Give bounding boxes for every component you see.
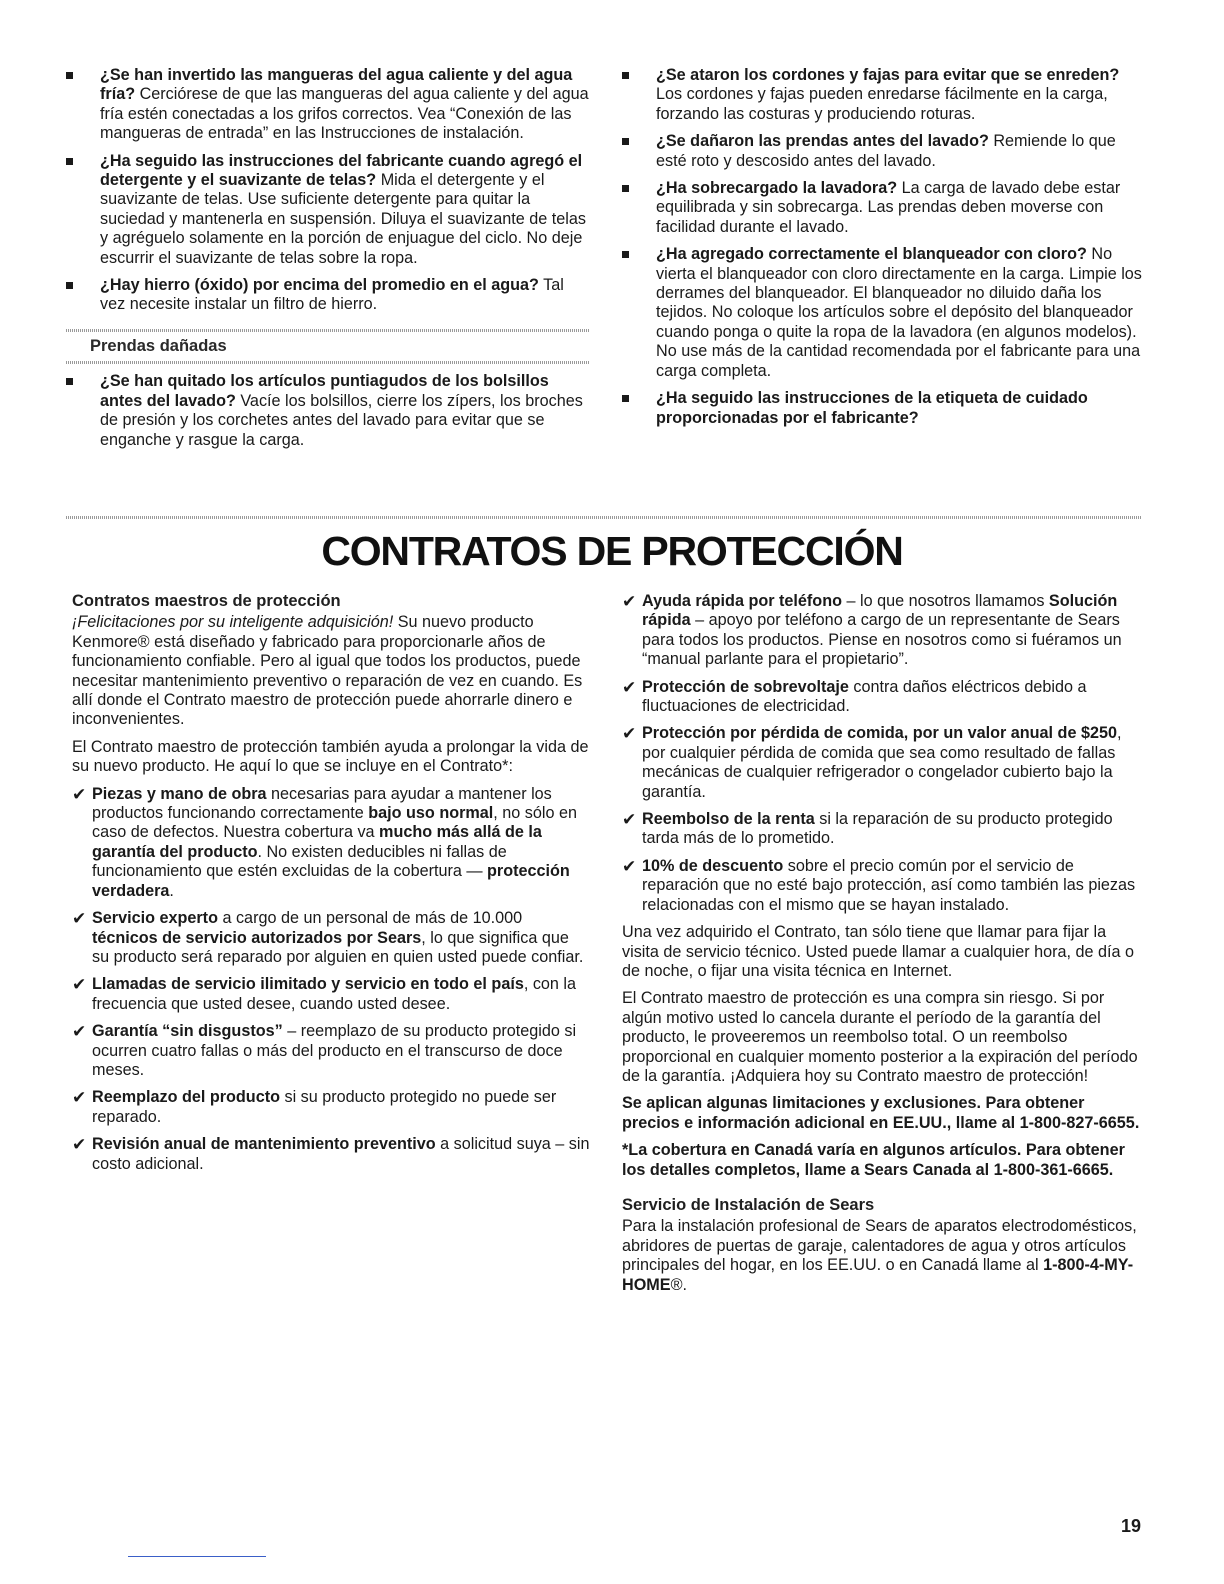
section-subheading: Prendas dañadas: [66, 329, 590, 364]
checkmark-icon: ✔: [622, 592, 637, 611]
list-item: ¿Se han invertido las mangueras del agua caliente y del agua fría? Cerciórese de que las mangueras del agua caliente y del agua fría estén conectadas a los grifos correctos. Vea “Conexión de las mangueras de entrada” en las Instrucciones de instalación.: [66, 66, 590, 144]
footer-rule: [128, 1556, 266, 1557]
list-item: ✔ 10% de descuento sobre el precio común por el servicio de reparación que no esté bajo protección, así como también las piezas relacionadas con el mismo que se hayan instalado.: [622, 856, 1136, 914]
section-divider: [66, 516, 1142, 519]
checkmark-icon: ✔: [72, 975, 87, 995]
protection-right-column: [622, 592, 1142, 1303]
checkmark-icon: ✔: [72, 1022, 87, 1042]
checkmark-icon: ✔: [622, 724, 637, 744]
bullet-square-icon: [66, 72, 73, 79]
list-item: ✔ Reemplazo del producto si su producto protegido no puede ser reparado.: [72, 1088, 557, 1126]
list-item: ¿Hay hierro (óxido) por encima del promedio en el agua? Tal vez necesite instalar un filtro de hierro.: [66, 276, 590, 315]
list-item: ¿Se dañaron las prendas antes del lavado? Remiende lo que esté roto y descosido antes del lavado.: [622, 132, 1142, 171]
paragraph: Una vez adquirido el Contrato, tan sólo tiene que llamar para fijar la visita de servicio técnico. Usted puede llamar a cualquier hora, de día o de noche, o fijar una visita técnica en Internet.: [622, 923, 1134, 980]
list-item: ¿Se han quitado los artículos puntiagudos de los bolsillos antes del lavado? Vacíe los bolsillos, cierre los zípers, los broches de presión y los corchetes antes del lavado para evitar que se enganche y rasgue la carga.: [66, 372, 590, 450]
installation-paragraph: Para la instalación profesional de Sears de aparatos electrodomésticos, abridores de puertas de garaje, calentadores de agua y otros artículos principales del hogar, en los EE.UU. o en Canadá llame al 1-800-4-MY-HOME®.: [622, 1217, 1137, 1294]
protection-left-column: [72, 592, 590, 1182]
checkmark-icon: ✔: [72, 1135, 87, 1155]
list-item: ✔ Piezas y mano de obra necesarias para ayudar a mantener los productos funcionando correctamente bajo uso normal, no sólo en caso de defectos. Nuestra cobertura va mucho más allá de la garantía del producto. No existen deducibles ni fallas de funcionamiento que estén excluidas de la cobertura — protección verdadera.: [72, 784, 577, 900]
list-item: ¿Ha sobrecargado la lavadora? La carga de lavado debe estar equilibrada y sin sobrecarga. Las prendas deben moverse con facilidad durante el lavado.: [622, 179, 1142, 237]
troubleshoot-left-column: [66, 66, 590, 458]
list-item: ¿Se ataron los cordones y fajas para evitar que se enreden? Los cordones y fajas pueden enredarse fácilmente en la carga, forzando las costuras y produciendo roturas.: [622, 66, 1142, 124]
section-heading: Contratos maestros de protección: [72, 592, 341, 610]
list-item: ✔ Servicio experto a cargo de un personal de más de 10.000 técnicos de servicio autorizados por Sears, lo que significa que su producto será reparado por alguien en quien usted puede confiar.: [72, 909, 584, 966]
page-number: 19: [1120, 1516, 1141, 1536]
canada-contact-note: *La cobertura en Canadá varía en algunos artículos. Para obtener los detalles completos, llame a Sears Canada al 1-800-361-6665.: [622, 1141, 1125, 1179]
checkmark-icon: ✔: [72, 784, 87, 804]
list-item: ✔ Llamadas de servicio ilimitado y servicio en todo el país, con la frecuencia que usted desee, cuando usted desee.: [72, 975, 577, 1013]
bullet-square-icon: [622, 395, 629, 402]
intro-paragraph: ¡Felicitaciones por su inteligente adquisición! Su nuevo producto Kenmore® está diseñado y fabricado para proporcionarle años de funcionamiento confiable. Pero al igual que todos los productos, puede necesitar mantenimiento preventivo o reparación de vez en cuando. Es allí donde el Contrato maestro de protección puede ahorrarle dinero e inconvenientes.: [72, 613, 583, 729]
bullet-square-icon: [66, 378, 73, 385]
checkmark-icon: ✔: [72, 1088, 87, 1108]
list-item: ✔ Protección por pérdida de comida, por un valor anual de $250, por cualquier pérdida de comida que sea como resultado de fallas mecánicas de cualquier refrigerador o congelador cubierto bajo la garantía.: [622, 724, 1122, 801]
list-item: ¿Ha agregado correctamente el blanqueador con cloro? No vierta el blanqueador con cloro directamente en la carga. Limpie los derrames del blanqueador. El blanqueador no diluido daña los tejidos. No coloque los artículos sobre el depósito del blanqueador cuando ponga o quite la ropa de la lavadora (en algunos modelos). No use más de la cantidad recomendada por el fabricante para una carga completa.: [622, 245, 1142, 381]
list-item: ✔ Reembolso de la renta si la reparación de su producto protegido tarda más de lo prometido.: [622, 810, 1113, 848]
checkmark-icon: ✔: [72, 909, 87, 929]
checkmark-icon: ✔: [622, 856, 637, 876]
troubleshoot-right-column: [622, 66, 1142, 436]
list-item: ✔ Revisión anual de mantenimiento preventivo a solicitud suya – sin costo adicional.: [72, 1135, 590, 1173]
paragraph: El Contrato maestro de protección también ayuda a prolongar la vida de su nuevo producto. He aquí lo que se incluye en el Contrato*:: [72, 737, 589, 776]
paragraph: El Contrato maestro de protección es una compra sin riesgo. Si por algún motivo usted lo cancela durante el período de la garantía del producto, le proveeremos un reembolso total. O un reembolso proporcional en cualquier momento posterior a la expiración del período de la garantía. ¡Adquiera hoy su Contrato maestro de protección!: [622, 989, 1138, 1085]
section-heading: Servicio de Instalación de Sears: [622, 1195, 875, 1214]
bullet-square-icon: [622, 138, 629, 145]
bullet-square-icon: [66, 158, 73, 165]
us-contact-note: Se aplican algunas limitaciones y exclusiones. Para obtener precios e información adicional en EE.UU., llame al 1-800-827-6655.: [622, 1094, 1140, 1132]
list-item: ✔ Ayuda rápida por teléfono – lo que nosotros llamamos Solución rápida – apoyo por teléfono a cargo de un representante de Sears para todos los productos. Piense en nosotros como si fuéramos un “manual parlante para el propietario”.: [622, 592, 1122, 669]
list-item: ¿Ha seguido las instrucciones del fabricante cuando agregó el detergente y el suavizante de telas? Mida el detergente y el suavizante de telas. Use suficiente detergente para quitar la suciedad y mantenerla en suspensión. Diluya el suavizante de telas y agréguelo solamente en la porción de enjuague del ciclo. No deje escurrir el suavizante de telas sobre la ropa.: [66, 152, 590, 268]
list-item: ✔ Garantía “sin disgustos” – reemplazo de su producto protegido si ocurren cuatro fallas o más del producto en el transcurso de doce meses.: [72, 1022, 577, 1079]
page-title: CONTRATOS DE PROTECCIÓN: [321, 528, 903, 574]
list-item: ¿Ha seguido las instrucciones de la etiqueta de cuidado proporcionadas por el fabricante?: [622, 389, 1142, 428]
bullet-square-icon: [66, 282, 73, 289]
checkmark-icon: ✔: [622, 810, 637, 830]
bullet-square-icon: [622, 251, 629, 258]
bullet-square-icon: [622, 185, 629, 192]
list-item: ✔ Protección de sobrevoltaje contra daños eléctricos debido a fluctuaciones de electricidad.: [622, 677, 1087, 716]
bullet-square-icon: [622, 72, 629, 79]
checkmark-icon: ✔: [622, 677, 637, 697]
